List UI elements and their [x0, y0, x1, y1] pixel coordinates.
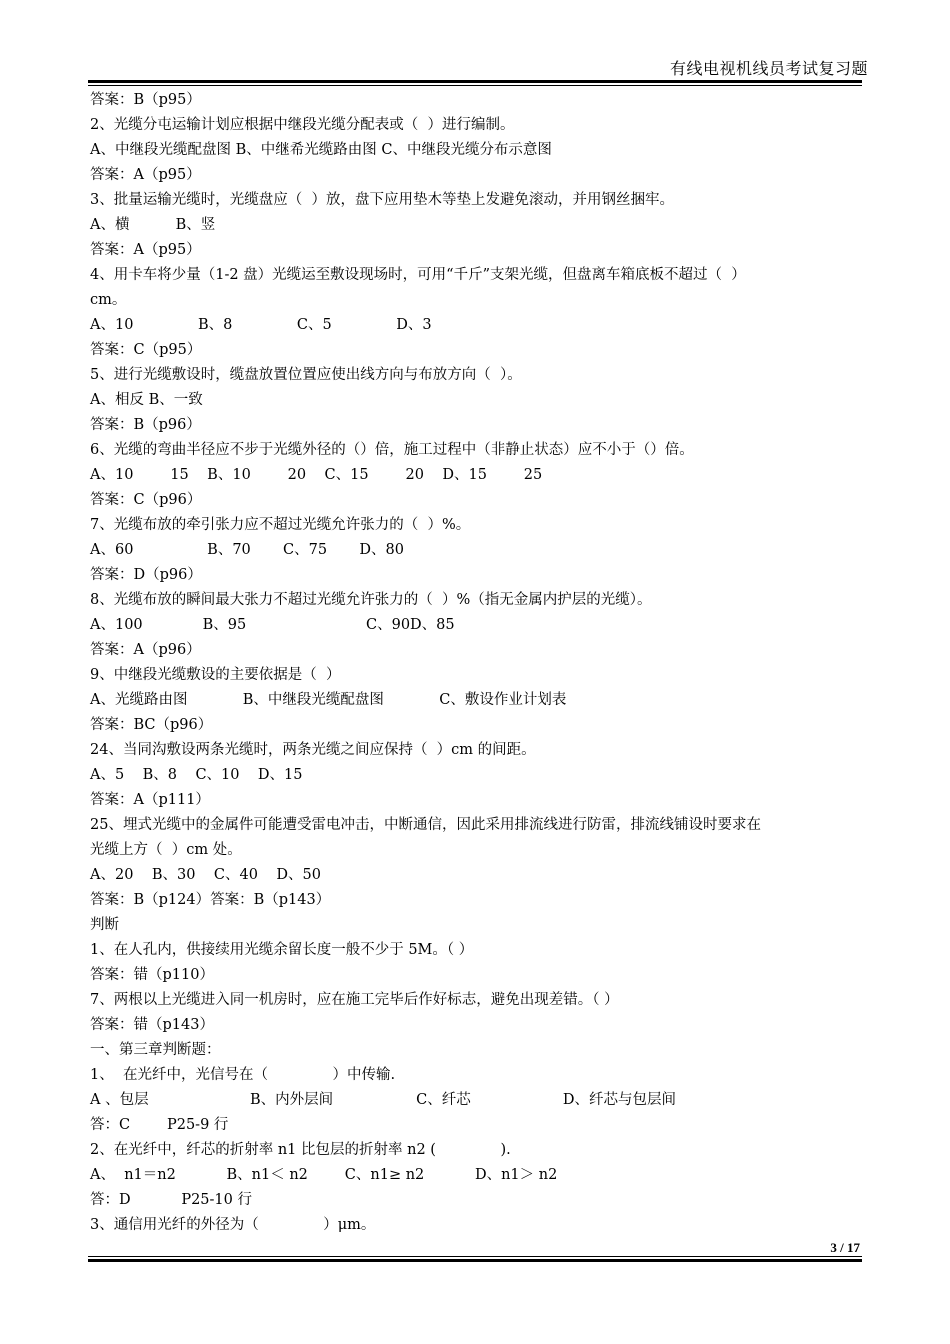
footer-rule-thick [88, 1259, 862, 1262]
text-line: A、 n1＝n2 B、n1＜ n2 C、n1≥ n2 D、n1＞ n2 [90, 1167, 558, 1183]
text-line: 答案：B（p124）答案：B（p143） [90, 892, 331, 908]
text-line: 光缆上方（ ）cm 处。 [90, 842, 242, 858]
text-line: 答案：错（p143） [90, 1017, 214, 1033]
text-line: 2、光缆分屯运输计划应根据中继段光缆分配表或（ ）进行编制。 [90, 117, 515, 133]
text-line: 3、通信用光纤的外径为（ ）μm。 [90, 1217, 376, 1233]
text-line: 答案：A（p111） [90, 792, 210, 808]
text-line: 一、第三章判断题： [90, 1042, 221, 1058]
header-rule-thick [88, 80, 862, 83]
text-line: 答案：A（p95） [90, 242, 201, 258]
text-line: 9、中继段光缆敷设的主要依据是（ ） [90, 667, 341, 683]
page-number: 3 / 17 [830, 1240, 860, 1255]
text-line: 答：D P25-10 行 [90, 1192, 252, 1208]
text-line: 答案：C（p95） [90, 342, 202, 358]
text-line: A、10 15 B、10 20 C、15 20 D、15 25 [90, 467, 543, 483]
text-line: 答案：错（p110） [90, 967, 214, 983]
text-line: 答案：A（p95） [90, 167, 201, 183]
text-line: A、5 B、8 C、10 D、15 [90, 767, 303, 783]
document-body [90, 88, 870, 1238]
text-line: 答案：B（p95） [90, 92, 201, 108]
text-line: 7、两根以上光缆进入同一机房时，应在施工完毕后作好标志，避免出现差错。（ ） [90, 992, 619, 1008]
text-line: 7、光缆布放的牵引张力应不超过光缆允许张力的（ ）%。 [90, 517, 471, 533]
text-line: A、10 B、8 C、5 D、3 [90, 317, 432, 333]
text-line: A 、包层 B、内外层间 C、纤芯 D、纤芯与包层间 [90, 1092, 677, 1108]
text-line: 5、进行光缆敷设时，缆盘放置位置应使出线方向与布放方向（ ）。 [90, 367, 522, 383]
text-line: A、60 B、70 C、75 D、80 [90, 542, 404, 558]
text-line: 3、批量运输光缆时，光缆盘应（ ）放，盘下应用垫木等垫上发避免滚动，并用钢丝捆牢。 [90, 192, 674, 208]
text-line: 答案：C（p96） [90, 492, 202, 508]
text-line: 判断 [90, 917, 119, 933]
text-line: A、20 B、30 C、40 D、50 [90, 867, 321, 883]
text-line: A、相反 B、一致 [90, 392, 203, 408]
header-title: 有线电视机线员考试复习题 [669, 59, 868, 78]
header-rule-thin [88, 85, 862, 86]
text-line: A、横 B、竖 [90, 217, 216, 233]
text-line: A、100 B、95 C、90D、85 [90, 617, 455, 633]
text-line: 答案：D（p96） [90, 567, 202, 583]
text-line: 答案：BC（p96） [90, 717, 213, 733]
text-line: 25、埋式光缆中的金属件可能遭受雷电冲击，中断通信，因此采用排流线进行防雷，排流线铺设时要求在 [90, 817, 761, 833]
text-line: 答案：A（p96） [90, 642, 201, 658]
text-line: 答：C P25-9 行 [90, 1117, 229, 1133]
text-line: 4、用卡车将少量（1-2 盘）光缆运至敷设现场时，可用“千斤”支架光缆，但盘离车箱底板不超过（ ） [90, 267, 746, 283]
text-line: 2、在光纤中，纤芯的折射率 n1 比包层的折射率 n2 ( ). [90, 1142, 511, 1158]
text-line: 答案：B（p96） [90, 417, 201, 433]
text-line: cm。 [90, 292, 127, 308]
footer-rule-thin [88, 1256, 862, 1257]
text-line: 1、 在光纤中，光信号在（ ）中传输. [90, 1067, 396, 1083]
text-line: 6、光缆的弯曲半径应不步于光缆外径的（）倍，施工过程中（非静止状态）应不小于（）倍。 [90, 442, 694, 458]
text-line: A、中继段光缆配盘图 B、中继希光缆路由图 C、中继段光缆分布示意图 [90, 142, 552, 158]
text-line: A、光缆路由图 B、中继段光缆配盘图 C、敷设作业计划表 [90, 692, 567, 708]
text-line: 8、光缆布放的瞬间最大张力不超过光缆允许张力的（ ）%（指无金属内护层的光缆）。 [90, 592, 652, 608]
text-line: 24、当同沟敷设两条光缆时，两条光缆之间应保持（ ）cm 的间距。 [90, 742, 536, 758]
text-line: 1、在人孔内，供接续用光缆余留长度一般不少于 5M。（ ） [90, 942, 474, 958]
